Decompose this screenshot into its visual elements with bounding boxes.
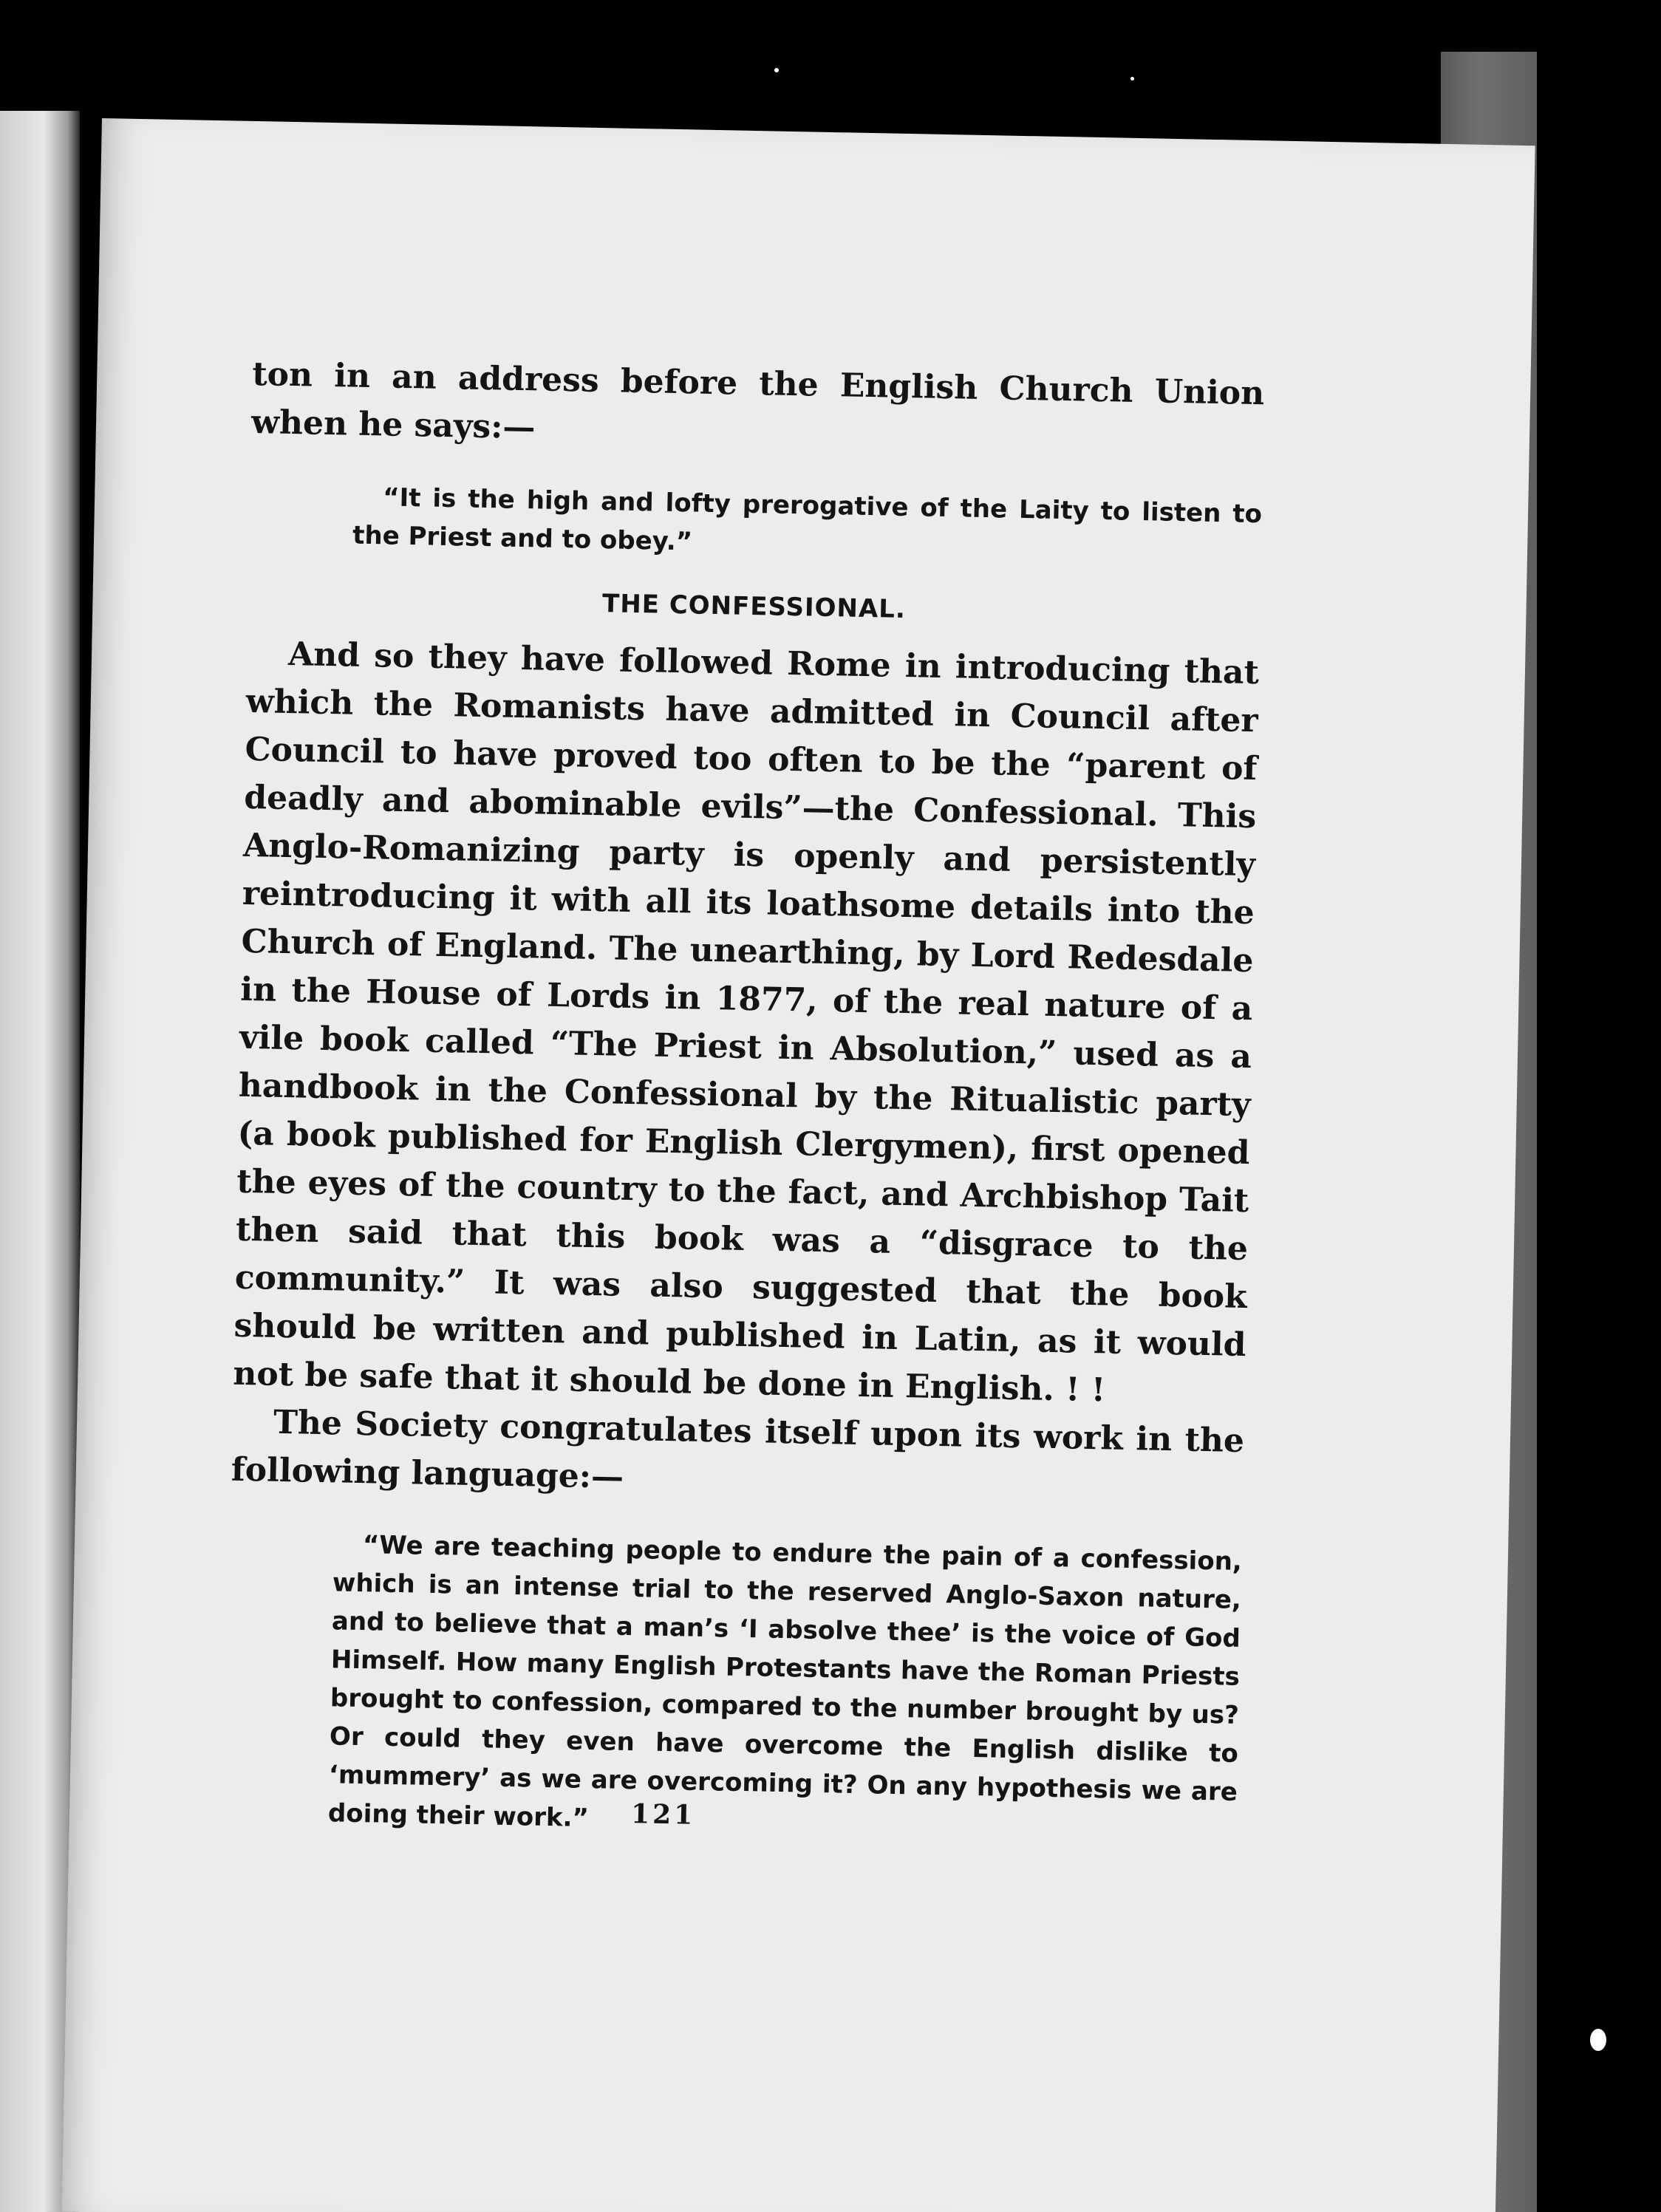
block-quote-confession: “We are teaching people to endure the pain of a confession, which is an intense trial to the reserved Anglo-Saxon nature, and to believe that a man’s ‘I absolve thee’ is the voice of God Himself. How many English Protestants have the Roman Priests brought to confession, compared to the number brought by us? Or could they even have overcome the English dislike to ‘mummery’ as we are overcoming it? On any hypothesis we are doing their work.” (327, 1530, 1243, 1834)
scan-speck (774, 68, 779, 72)
scan-speck (1130, 77, 1134, 81)
book-page (62, 118, 1535, 2212)
paragraph-society: The Society congratulates itself upon its work in the following language:— (231, 1403, 1245, 1496)
section-heading: THE CONFESSIONAL. (601, 589, 907, 625)
block-quote-laity: “It is the high and lofty prerogative of the Laity to listen to the Priest and to obey.” (352, 482, 1263, 557)
page-number: 121 (630, 1798, 696, 1831)
scan-speck (1590, 2029, 1606, 2051)
opening-paragraph: ton in an address before the English Church Union when he says:— (250, 355, 1265, 447)
paragraph-confessional: And so they have followed Rome in introducing that which the Romanists have admitted in Council after Council to have proved too often to be the “parent of deadly and abominable evils”—the Confessional. This Anglo-Romanizing party is openly and persistently reintroducing it with all its loathsome details into the Church of England. The unearthing, by Lord Redesdale in the House of Lords in 1877, of the real nature of a vile book called “The Priest in Absolution,” used as a handbook in the Confessional by the Ritualistic party (a book published for English Clergymen), first opened the eyes of the country to the fact, and Archbishop Tait then said that this book was a “disgrace to the community.” It was also suggested that the book should be written and published in Latin, as it would not be safe that it should be done in English. ! ! (232, 635, 1260, 1410)
page-text-block (224, 350, 1265, 1880)
